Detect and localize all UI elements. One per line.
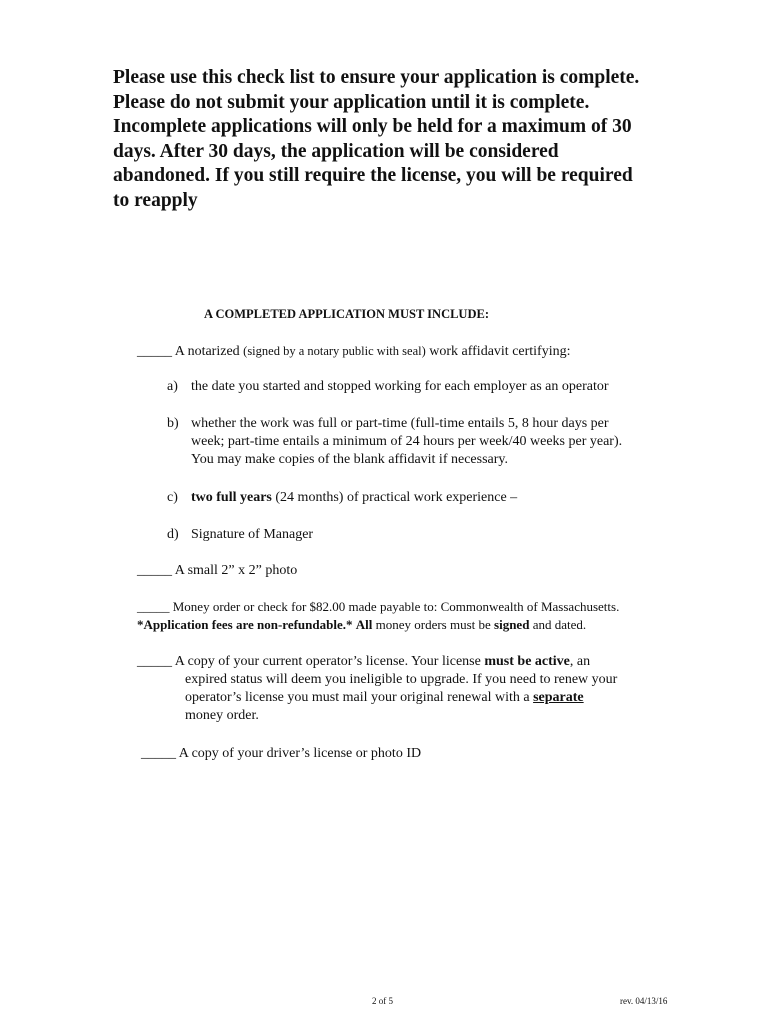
intro-line-6: to reapply (113, 189, 198, 211)
intro-line-2: Please do not submit your application until it is complete. (113, 91, 590, 113)
intro-notice (113, 66, 673, 214)
license-line-1 (137, 654, 590, 669)
subitem-marker: b) (167, 416, 179, 431)
license-separate: separate (533, 690, 584, 705)
photo-text: A small 2” x 2” photo (174, 563, 298, 578)
check-blank: _____ (137, 563, 172, 578)
driver-text: A copy of your driver’s license or photo ID (178, 746, 422, 761)
money-text: Money order or check for $82.00 made payable to: Commonwealth of Massachusetts. (172, 599, 620, 614)
license-post: , an (569, 654, 591, 669)
affidavit-text-paren: (signed by a notary public with seal) (243, 344, 426, 358)
money-line-2 (137, 616, 697, 634)
license-line-2: expired status will deem you ineligible to upgrade. If you need to renew your (185, 672, 618, 687)
money-end: and dated. (532, 617, 587, 632)
affidavit-text-pre: A notarized (174, 344, 240, 359)
subitem-marker: d) (167, 527, 179, 542)
affidavit-subitem-d (167, 526, 667, 544)
subitem-marker: c) (167, 490, 178, 505)
subitem-line: whether the work was full or part-time (full-time entails 5, 8 hour days per (191, 416, 609, 431)
subitem-text: Signature of Manager (191, 527, 314, 542)
subitem-text (191, 415, 667, 469)
check-blank: _____ (137, 654, 172, 669)
checklist-item-money-order (137, 598, 697, 634)
subitem-line: week; part-time entails a minimum of 24 hours per week/40 weeks per year). (191, 434, 623, 449)
license-line3-pre: operator’s license you must mail your original renewal with a (185, 690, 530, 705)
affidavit-subitem-a (167, 378, 667, 396)
money-signed: signed (494, 617, 530, 632)
affidavit-subitem-c (167, 489, 667, 507)
license-line-4: money order. (185, 708, 259, 723)
subitem-line: You may make copies of the blank affidavit if necessary. (191, 452, 508, 467)
intro-line-3: Incomplete applications will only be held for a maximum of 30 (113, 116, 632, 138)
license-pre: A copy of your current operator’s license. Your license (174, 654, 481, 669)
money-line-1 (137, 598, 697, 616)
money-all: All (355, 617, 373, 632)
subitem-marker: a) (167, 379, 178, 394)
check-blank: _____ (137, 599, 170, 614)
intro-line-1: Please use this check list to ensure your application is complete. (113, 67, 640, 88)
subitem-rest: (24 months) of practical work experience – (275, 490, 518, 505)
checklist-item-driver-license (141, 745, 421, 763)
checklist-item-operator-license (137, 653, 677, 725)
affidavit-text-post: work affidavit certifying: (429, 344, 571, 359)
revision-date: rev. 04/13/16 (620, 996, 668, 1006)
subitem-text (191, 489, 667, 507)
affidavit-subitem-b (167, 415, 667, 469)
check-blank: _____ (141, 746, 176, 761)
money-mid: money orders must be (375, 617, 491, 632)
subitem-bold: two full years (191, 490, 272, 505)
license-bold: must be active (484, 654, 570, 669)
checklist-item-photo (137, 562, 297, 580)
checklist-item-affidavit (137, 342, 571, 361)
intro-line-5: abandoned. If you still require the license, you will be required (113, 165, 633, 187)
section-heading: A COMPLETED APPLICATION MUST INCLUDE: (204, 307, 489, 321)
license-line-3 (137, 689, 677, 707)
subitem-text: the date you started and stopped working for each employer as an operator (191, 379, 609, 394)
non-refundable-note: *Application fees are non-refundable.* (137, 617, 353, 632)
page-number: 2 of 5 (372, 996, 393, 1006)
intro-line-4: days. After 30 days, the application will be considered (113, 140, 559, 162)
check-blank: _____ (137, 344, 172, 359)
